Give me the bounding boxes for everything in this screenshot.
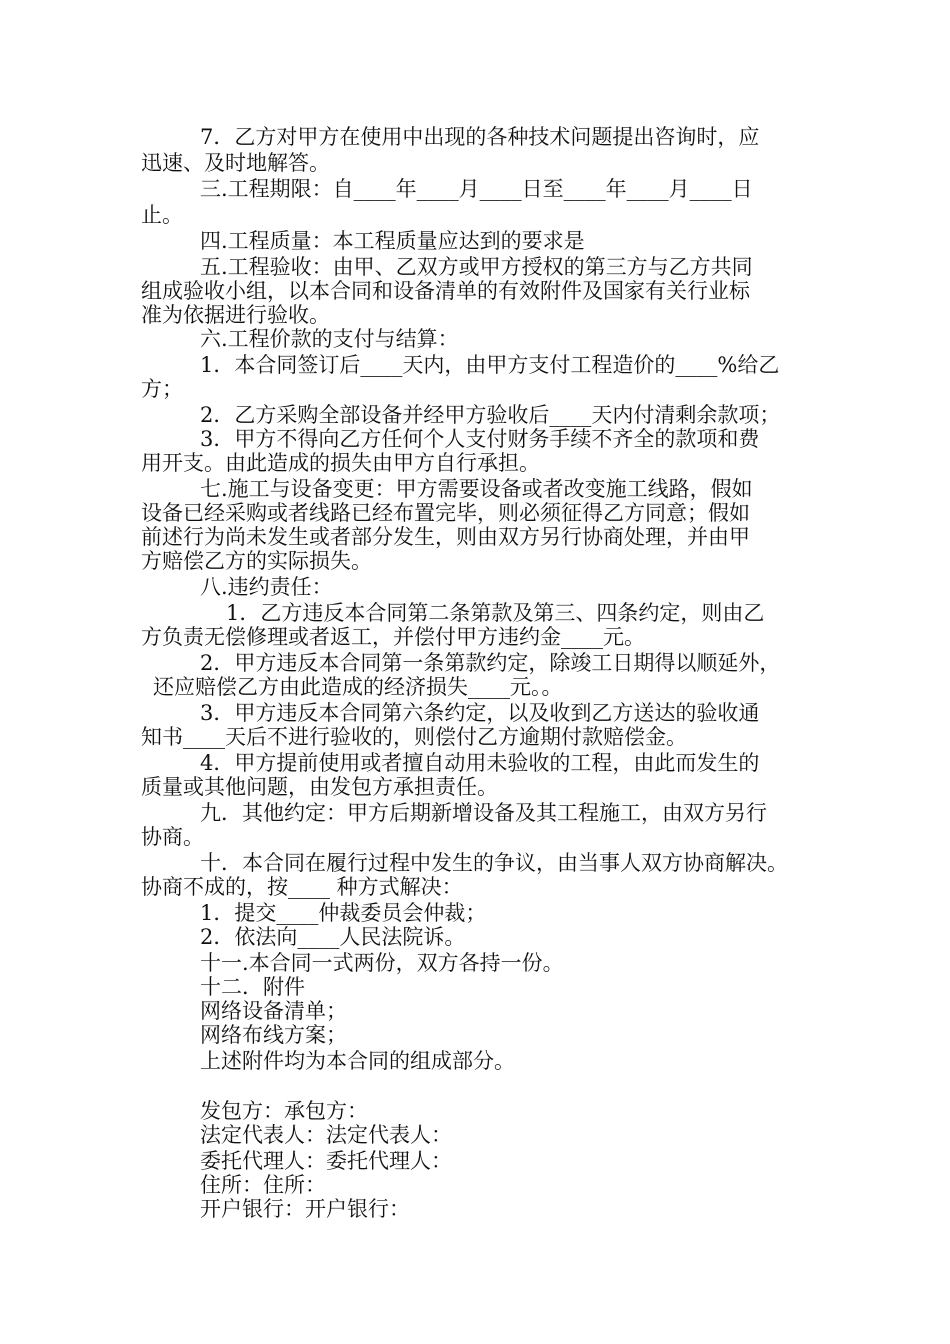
text-line: 3．甲方违反本合同第六条约定，以及收到乙方送达的验收通 bbox=[200, 701, 760, 725]
text-line: 上述附件均为本合同的组成部分。 bbox=[200, 1049, 515, 1073]
text-line: 十二．附件 bbox=[200, 975, 305, 999]
text-line: 住所：住所： bbox=[200, 1173, 326, 1197]
text-line: 2．依法向____人民法院诉。 bbox=[200, 925, 466, 949]
text-line: 前述行为尚未发生或者部分发生，则由双方另行协商处理，并由甲 bbox=[141, 525, 750, 549]
text-line: 五.工程验收：由甲、乙双方或甲方授权的第三方与乙方共同 bbox=[200, 255, 753, 279]
text-line: 八.违约责任： bbox=[200, 575, 333, 599]
text-line: 十一.本合同一式两份，双方各持一份。 bbox=[200, 951, 564, 975]
text-line: 开户银行：开户银行： bbox=[200, 1197, 410, 1221]
text-line: 设备已经采购或者线路已经布置完毕，则必须征得乙方同意；假如 bbox=[141, 501, 750, 525]
text-line: 迅速、及时地解答。 bbox=[141, 151, 330, 175]
text-line: 协商不成的，按____ 种方式解决： bbox=[141, 875, 463, 899]
text-line: 网络布线方案； bbox=[200, 1023, 347, 1047]
text-line: 准为依据进行验收。 bbox=[141, 303, 330, 327]
text-line: 知书____天后不进行验收的，则偿付乙方逾期付款赔偿金。 bbox=[141, 725, 687, 749]
text-line: 3．甲方不得向乙方任何个人支付财务手续不齐全的款项和费 bbox=[200, 427, 760, 451]
text-line: 方赔偿乙方的实际损失。 bbox=[141, 549, 372, 573]
text-line: 4．甲方提前使用或者擅自动用未验收的工程，由此而发生的 bbox=[200, 751, 760, 775]
text-line: 四.工程质量：本工程质量应达到的要求是 bbox=[200, 229, 585, 253]
text-line: 还应赔偿乙方由此造成的经济损失____元。。 bbox=[153, 675, 563, 699]
text-line: 止。 bbox=[141, 203, 183, 227]
text-line: 1．本合同签订后____天内，由甲方支付工程造价的____%给乙 bbox=[200, 353, 780, 377]
text-line: 质量或其他问题，由发包方承担责任。 bbox=[141, 775, 498, 799]
text-line: 方； bbox=[141, 377, 183, 401]
text-line: 三.工程期限：自____年____月____日至____年____月____日 bbox=[200, 177, 753, 201]
text-line: 1．乙方违反本合同第二条第款及第三、四条约定，则由乙 bbox=[226, 601, 765, 625]
text-line: 十．本合同在履行过程中发生的争议，由当事人双方协商解决。 bbox=[200, 851, 788, 875]
text-line: 七.施工与设备变更：甲方需要设备或者改变施工线路，假如 bbox=[200, 477, 753, 501]
text-line: 2．甲方违反本合同第一条第款约定，除竣工日期得以顺延外， bbox=[200, 651, 781, 675]
text-line: 委托代理人：委托代理人： bbox=[200, 1149, 452, 1173]
text-line: 组成验收小组，以本合同和设备清单的有效附件及国家有关行业标 bbox=[141, 279, 750, 303]
text-line: 发包方：承包方： bbox=[200, 1099, 368, 1123]
text-line: 协商。 bbox=[141, 825, 204, 849]
text-line: 方负责无偿修理或者返工，并偿付甲方违约金____元。 bbox=[141, 625, 645, 649]
text-line: 六.工程价款的支付与结算： bbox=[200, 327, 459, 351]
text-line: 1．提交____仲裁委员会仲裁； bbox=[200, 901, 487, 925]
text-line: 2．乙方采购全部设备并经甲方验收后____天内付清剩余款项； bbox=[200, 403, 781, 427]
text-line: 7．乙方对甲方在使用中出现的各种技术问题提出咨询时，应 bbox=[200, 125, 760, 149]
text-line: 九．其他约定：甲方后期新增设备及其工程施工，由双方另行 bbox=[200, 801, 767, 825]
text-line: 法定代表人：法定代表人： bbox=[200, 1123, 452, 1147]
text-line: 用开支。由此造成的损失由甲方自行承担。 bbox=[141, 451, 540, 475]
text-line: 网络设备清单； bbox=[200, 999, 347, 1023]
